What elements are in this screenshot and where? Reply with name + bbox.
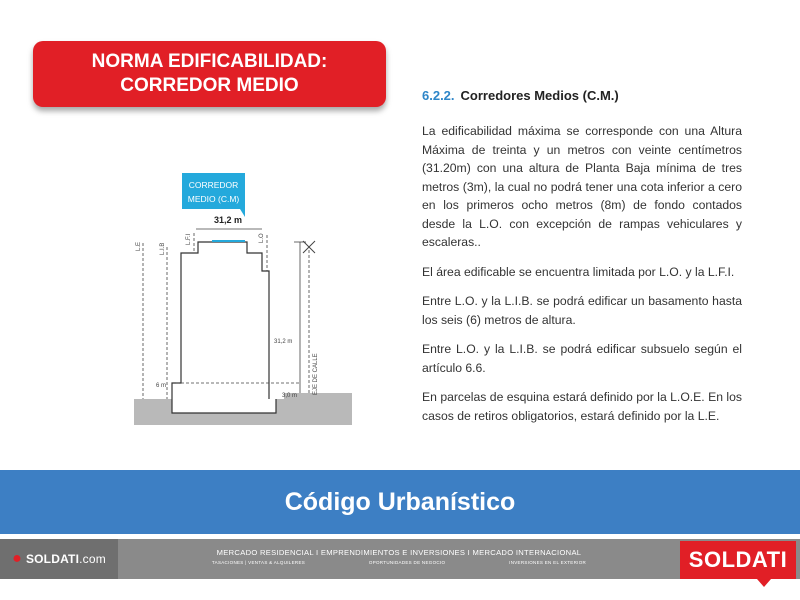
- section-title: Corredores Medios (C.M.): [460, 88, 619, 103]
- paragraph-2: El área edificable se encuentra limitada por L.O. y la L.F.I.: [422, 264, 735, 279]
- footer-sub-2: OPORTUNIDADES DE NEGOCIO: [368, 560, 446, 565]
- basement-outline: [172, 399, 276, 413]
- axis-label-lfi: L.F.I: [186, 233, 192, 245]
- section-heading: [422, 88, 619, 103]
- top-height-label: 31,2 m: [213, 215, 243, 225]
- code-band: [0, 470, 800, 534]
- building-outline: [172, 242, 269, 399]
- label-ground-depth: 3,0 m: [282, 393, 298, 399]
- callout-line2: MEDIO (C.M): [187, 194, 240, 204]
- section-body: [422, 122, 742, 436]
- footer-main-line: MERCADO RESIDENCIAL I EMPRENDIMIENTOS E INVERSIONES I MERCADO INTERNACIONAL: [216, 548, 582, 557]
- paragraph-3: Entre L.O. y la L.I.B. se podrá edificar un basamento hasta los seis (6) metros de altura.: [422, 294, 742, 327]
- slide-title-line2: CORREDOR MEDIO: [120, 75, 299, 96]
- footer-logo[interactable]: [0, 539, 118, 579]
- axis-label-lib: L.I.B: [160, 242, 166, 255]
- building-section-diagram: [72, 125, 352, 425]
- slide-title: [33, 41, 386, 107]
- footer-logo-suffix: .com: [79, 552, 106, 566]
- label-6m: 6 m: [156, 383, 167, 389]
- soldati-badge[interactable]: [680, 541, 796, 579]
- section-number: 6.2.2.: [422, 88, 455, 103]
- soldati-badge-label: SOLDATI: [688, 547, 788, 572]
- footer-tagline: [180, 548, 618, 565]
- badge-notch: [757, 579, 771, 587]
- logo-dot-icon: ●: [12, 550, 22, 567]
- axis-label-le: L.E: [136, 241, 142, 251]
- paragraph-5: En parcelas de esquina estará definido por la L.O.E. En los casos de retiros obligatorios, estará definido por la L.E.: [422, 390, 742, 423]
- band-label: Código Urbanístico: [284, 487, 516, 516]
- paragraph-1: La edificabilidad máxima se corresponde con una Altura Máxima de treinta y un metros con veinte centímetros (31.20m) con una altura de Planta Baja mínima de tres metros (3m), la cual no podrá tener una cota inferior a cero en los primeros ocho metros (8m) de fondo contados desde la L.O. con excepción de rampas vehiculares y escaleras..: [422, 124, 742, 249]
- footer-sub-1: TASACIONES | VENTAS & ALQUILERES: [211, 560, 306, 565]
- label-vertical-height: 31,2 m: [274, 339, 293, 345]
- footer-sub-3: INVERSIONES EN EL EXTERIOR: [509, 560, 587, 565]
- axis-label-eje: EJE DE CALLE: [313, 353, 319, 395]
- paragraph-4: Entre L.O. y la L.I.B. se podrá edificar subsuelo según el artículo 6.6.: [422, 342, 742, 375]
- slide-title-line1: NORMA EDIFICABILIDAD:: [91, 51, 328, 72]
- axis-label-lo: L.O: [259, 233, 265, 243]
- footer-logo-name: SOLDATI: [25, 552, 80, 566]
- footer-sub-lines: [180, 560, 618, 565]
- callout-line1: CORREDOR: [188, 180, 239, 190]
